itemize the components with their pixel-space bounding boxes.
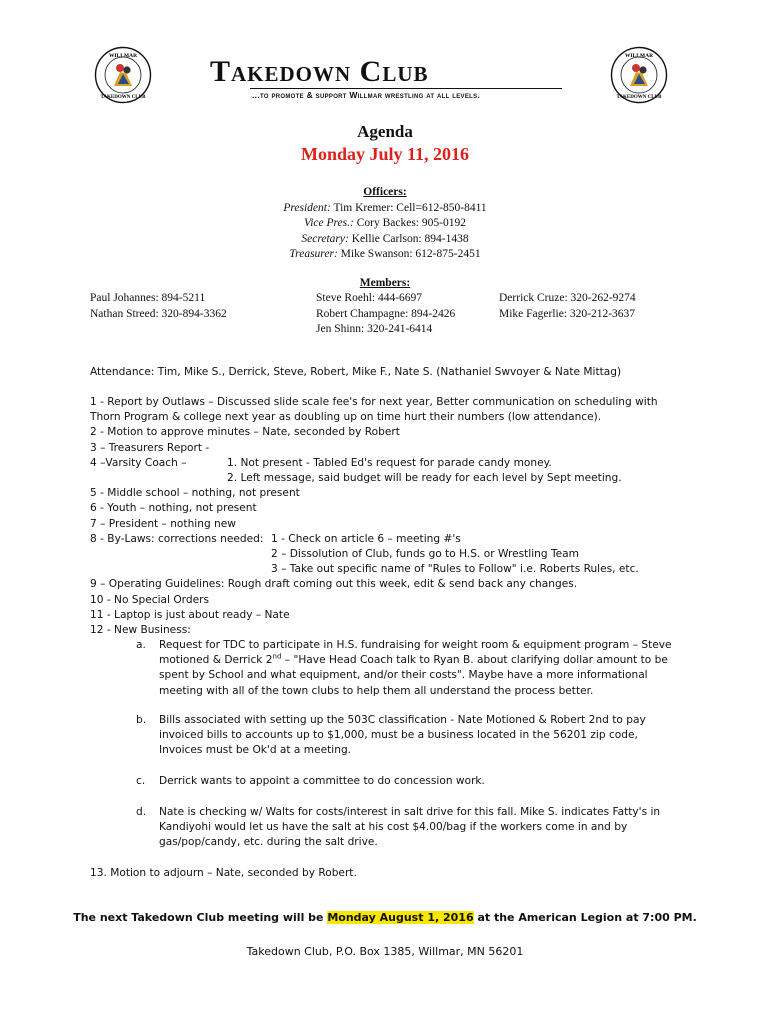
item-11: 11 - Laptop is just about ready – Nate	[90, 608, 290, 621]
officer-president: President: Tim Kremer: Cell=612-850-8411	[283, 201, 487, 214]
list-item-text	[159, 805, 660, 851]
new-business-b	[136, 713, 646, 759]
text-line: meeting with all of the town clubs to help them all understand the process better.	[159, 684, 594, 697]
item-6: 6 - Youth – nothing, not present	[90, 502, 257, 515]
item-8-sub-2: 2 – Dissolution of Club, funds go to H.S. or Wrestling Team	[271, 548, 579, 561]
svg-text:WILLMAR: WILLMAR	[624, 53, 654, 59]
officer-secretary: Secretary: Kellie Carlson: 894-1438	[301, 232, 469, 245]
officers-heading: Officers:	[363, 186, 407, 198]
item-4: 4 –Varsity Coach – 1. Not present - Tabled Ed's request for parade candy money.	[90, 456, 552, 469]
item-1-line-1: 1 - Report by Outlaws – Discussed slide scale fee's for next year, Better communication on scheduling with	[90, 396, 658, 408]
item-1-line-2: Thorn Program & college next year as doubling up on time hurt their numbers (low attendance).	[90, 411, 602, 424]
title-rule	[250, 88, 562, 89]
member-entry: Robert Champagne: 894-2426	[316, 307, 456, 320]
meeting-date: Monday July 11, 2016	[300, 144, 470, 164]
item-9: 9 – Operating Guidelines: Rough draft coming out this week, edit & send back any changes.	[90, 578, 578, 591]
member-entry: Steve Roehl: 444-6697	[316, 292, 423, 304]
item-3: 3 – Treasurers Report -	[90, 441, 210, 454]
item-8-sub-3: 3 – Take out specific name of "Rules to Follow" i.e. Roberts Rules, etc.	[271, 563, 639, 576]
officers-block	[0, 185, 770, 263]
member-entry: Nathan Streed: 320-894-3362	[90, 307, 227, 320]
member-entry: Mike Fagerlie: 320-212-3637	[499, 307, 636, 320]
text-line: Kandiyohi would let us have the salt at his cost $4.00/bag if the workers come in and by	[159, 821, 628, 834]
list-letter: d.	[136, 806, 147, 818]
text-line: motioned & Derrick 2nd – "Have Head Coach talk to Ryan B. about clarifying dollar amount to be	[159, 652, 668, 667]
new-business-d	[136, 805, 660, 851]
item-5: 5 - Middle school – nothing, not present	[90, 487, 300, 500]
svg-text:WILLMAR: WILLMAR	[108, 53, 138, 59]
club-tagline: ...to promote & support Willmar wrestling at all levels.	[252, 90, 481, 100]
next-meeting-line: The next Takedown Club meeting will be Monday August 1, 2016 at the American Legion at 7:00 PM.	[73, 911, 697, 924]
text-line: Derrick wants to appoint a committee to do concession work.	[159, 775, 485, 787]
wrestlers-seal-icon	[610, 46, 668, 104]
members-col-1	[90, 291, 227, 322]
item-10: 10 - No Special Orders	[90, 593, 209, 606]
list-item-text	[159, 713, 646, 759]
member-entry: Jen Shinn: 320-241-6414	[316, 323, 433, 335]
text-line: Nate is checking w/ Walts for costs/interest in salt drive for this fall. Mike S. indicates Fatty's in	[159, 806, 661, 818]
text-line: gas/pop/candy, etc. during the salt drive.	[159, 836, 378, 849]
text-line: invoiced bills to accounts up to $1,000, must be a business located in the 56201 zip code,	[159, 729, 638, 742]
item-2: 2 - Motion to approve minutes – Nate, seconded by Robert	[90, 426, 400, 439]
item-12: 12 - New Business:	[90, 624, 191, 637]
item-8: 8 - By-Laws: corrections needed: 1 - Check on article 6 – meeting #'s	[90, 532, 461, 545]
next-meeting-date: Monday August 1, 2016	[327, 911, 474, 924]
member-entry: Derrick Cruze: 320-262-9274	[499, 292, 636, 304]
text-line: Invoices must be Ok'd at a meeting.	[159, 744, 352, 757]
club-title: Takedown Club	[210, 55, 429, 88]
club-logo-right	[610, 46, 668, 104]
svg-text:TAKEDOWN CLUB: TAKEDOWN CLUB	[100, 95, 146, 100]
item-13-adjourn: 13. Motion to adjourn – Nate, seconded by Robert.	[90, 867, 357, 879]
officer-treasurer: Treasurer: Mike Swanson: 612-875-2451	[289, 248, 481, 260]
item-7: 7 – President – nothing new	[90, 517, 236, 530]
wrestlers-seal-icon	[94, 46, 152, 104]
agenda-heading: Agenda	[357, 122, 413, 141]
new-business-c	[136, 774, 485, 789]
svg-text:TAKEDOWN CLUB: TAKEDOWN CLUB	[616, 95, 662, 100]
list-letter: c.	[136, 775, 146, 787]
list-letter: b.	[136, 714, 147, 726]
list-item-text	[159, 638, 672, 699]
members-col-3	[499, 291, 636, 322]
list-letter: a.	[136, 639, 146, 651]
text-line: Request for TDC to participate in H.S. fundraising for weight room & equipment program – Steve	[159, 639, 672, 651]
member-entry: Paul Johannes: 894-5211	[90, 292, 206, 304]
club-logo-left	[94, 46, 152, 104]
text-line: spent by School and what equipment, and/or their costs". Maybe have a more informational	[159, 669, 648, 682]
items-block	[90, 395, 658, 638]
list-item-text	[159, 774, 485, 789]
item-4-sub-2: 2. Left message, said budget will be ready for each level by Sept meeting.	[227, 472, 622, 485]
members-heading: Members:	[359, 277, 411, 289]
footer-address: Takedown Club, P.O. Box 1385, Willmar, MN 56201	[246, 945, 524, 958]
attendance-line: Attendance: Tim, Mike S., Derrick, Steve, Robert, Mike F., Nate S. (Nathaniel Swvoyer & Nate Mittag)	[90, 366, 622, 378]
text-line: Bills associated with setting up the 503C classification - Nate Motioned & Robert 2nd to pay	[159, 714, 646, 726]
officer-vp: Vice Pres.: Cory Backes: 905-0192	[304, 217, 466, 229]
members-col-2	[316, 291, 455, 338]
new-business-a	[136, 638, 672, 699]
